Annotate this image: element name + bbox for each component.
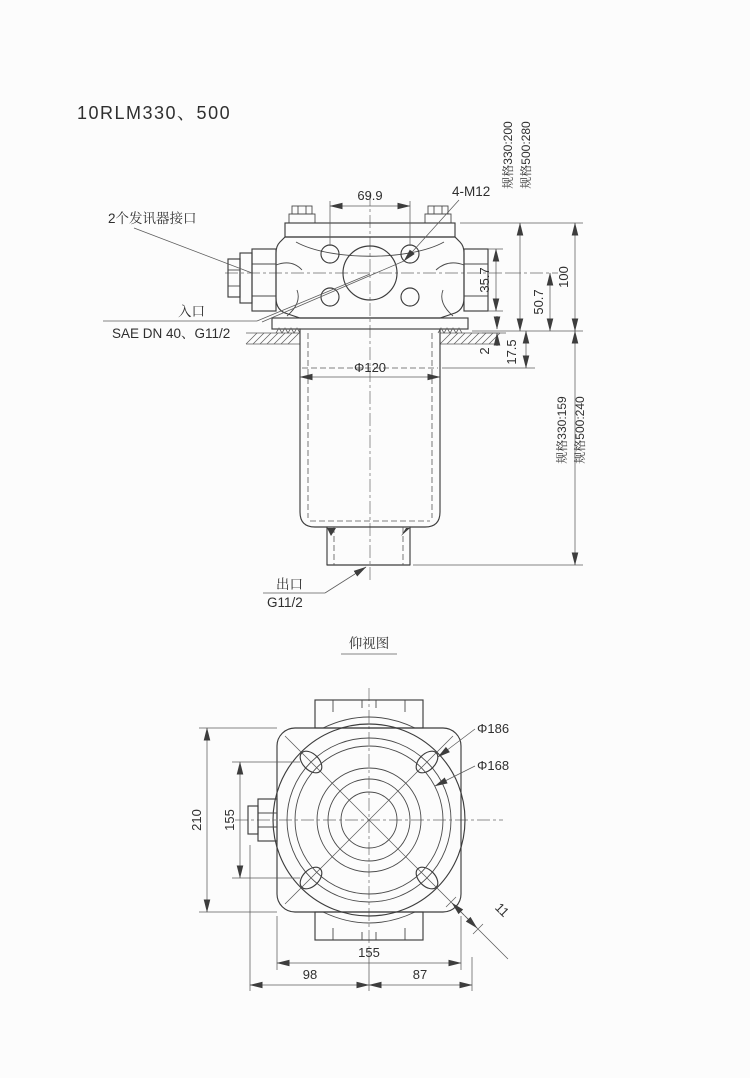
dim-plate-thickness: 2 <box>477 347 492 355</box>
dim-hole-spacing-h: 155 <box>358 945 380 960</box>
dim-spigot: Φ168 <box>477 758 510 773</box>
sensor-fitting <box>228 253 252 303</box>
dim-flange-height: 210 <box>189 809 204 831</box>
bottom-centerlines <box>235 688 503 950</box>
outlet-stub <box>327 527 410 565</box>
bottom-view <box>189 636 512 991</box>
dim-bolt-circle: Φ186 <box>477 721 510 736</box>
dim-left-offset: 98 <box>302 967 318 982</box>
diameter-callouts <box>435 721 509 786</box>
wall-hatching <box>246 333 500 344</box>
dim-port-height: 35.7 <box>477 267 492 293</box>
front-dimensions <box>300 121 587 565</box>
sensor-ports-label: 2个发讯器接口 <box>108 211 197 226</box>
dim-body-dia: Φ120 <box>353 360 387 375</box>
outlet-label: 出口 <box>276 577 303 592</box>
dim-slot-width: 11 <box>492 899 513 920</box>
bottom-view-caption: 仰视图 <box>348 636 390 651</box>
dim-height-spec-330: 规格330:200 <box>501 121 515 189</box>
dim-length-spec-500: 规格500:240 <box>573 396 587 464</box>
bottom-dimensions <box>250 845 472 991</box>
dim-center-to-flange: 50.7 <box>531 289 546 315</box>
bolt-hole <box>401 288 419 306</box>
bolt-callout-label: 4-M12 <box>452 184 491 199</box>
slot-width-dim <box>446 897 512 934</box>
dim-right-offset: 87 <box>412 967 428 982</box>
dim-hole-spacing-v: 155 <box>222 809 237 831</box>
mounting-flange <box>246 318 500 344</box>
dim-length-spec-330: 规格330:159 <box>555 396 569 464</box>
inlet-spec-label: SAE DN 40、G11/2 <box>112 326 231 341</box>
side-port-left <box>252 249 276 311</box>
dim-head-height: 100 <box>556 266 571 288</box>
outlet-spec-label: G11/2 <box>267 595 303 610</box>
dim-bolt-spacing: 69.9 <box>357 188 383 203</box>
front-view <box>103 121 587 610</box>
inlet-label: 入口 <box>178 304 205 319</box>
front-centerlines <box>225 193 508 582</box>
dim-height-spec-500: 规格500:280 <box>519 121 533 189</box>
drawing-title: 10RLM330、500 <box>77 103 232 123</box>
dim-collar-depth: 17.5 <box>504 339 519 365</box>
